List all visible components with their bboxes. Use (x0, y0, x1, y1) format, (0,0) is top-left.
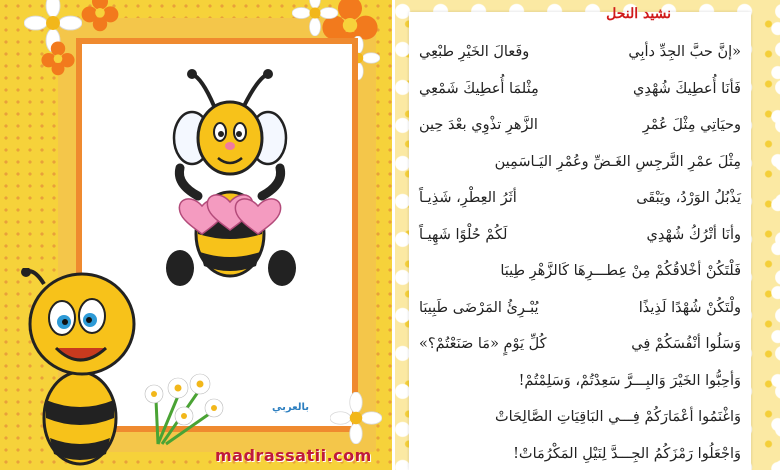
daisy-bouquet-illustration (138, 336, 228, 446)
poem-hemistich-first: وَسَلُوا أنْفُسَكُمْ فِي (631, 336, 741, 353)
poem-line-full: وَاجْعَلُوا رَمْزَكُمُ الجِـــدَّ لِنَيْلِ المَكْرُمَاتْ! (513, 445, 741, 462)
poem-hemistich-first: وحيَاتِي مِثْلَ عُمْرِ (642, 117, 741, 134)
poem-line-full: وَاغْنَمُوا أعْمَارَكُمْ فِـــي البَاقِيَاتِ الصَّالِحَاتْ (494, 409, 741, 426)
poem-line-full: وَأحِبُّوا الخَيْرَ وَالبِـــرَّ سَعِدْتُمْ، وَسَلِمْتُمْ! (518, 372, 741, 389)
poem-line-full: فَلْتَكُنْ أخْلاقُكُمْ مِنْ عِطـــرِهَا كَالزَّهْرِ طِيبَا (500, 263, 741, 280)
daisy-flower-icon (330, 392, 382, 444)
poem-hemistich-first: فَأنَا أُعطِيكَ شُهْدِي (633, 80, 741, 97)
poem-line (419, 144, 741, 181)
poem-line (419, 436, 741, 470)
poem-line (419, 253, 741, 290)
poem-hemistich-second: لَكُمْ حُلْوًا شَهِيـاً (419, 226, 508, 243)
bee-with-hearts-illustration (162, 66, 302, 286)
orange-flower-icon (80, 0, 120, 32)
poem-hemistich-first: «إنَّ حبَّ الجِدِّ دأبِي (628, 44, 741, 61)
right-card (395, 0, 780, 470)
orange-flower-icon (40, 40, 76, 76)
poem-hemistich-second: وفَعالَ الخَيْرِ طبْعِي (419, 44, 530, 61)
poem-panel (409, 6, 751, 470)
poem-hemistich-second: يُبْـرِئُ المَرْضَى طَبِيبَا (419, 299, 539, 316)
poem-line (419, 290, 741, 327)
poem-line (419, 71, 741, 108)
poem-line (419, 34, 741, 71)
poem-hemistich-first: يَذْبُلُ الوَرْدُ، ويَبْقَى (636, 190, 741, 207)
poem-line (419, 326, 741, 363)
poem-line (419, 217, 741, 254)
poem-hemistich-second: الزَّهرِ تذْوِي بعْدَ حِين (419, 117, 538, 134)
daisy-flower-icon (292, 0, 338, 36)
poem-lines (419, 34, 741, 470)
poem-hemistich-first: وأنَا أتْرُكُ شُهْدِي (646, 226, 741, 243)
poem-hemistich-second: كُلِّ يَوْمٍ «مَا صَنَعْتُمْ؟» (419, 336, 547, 353)
brand-logo: بالعربي (272, 402, 310, 413)
poem-hemistich-second: أثَرُ العِطْرِ، شَذِيـاً (419, 190, 517, 207)
poem-hemistich-second: مِثْلمَا أُعطِيكَ شَمْعِي (419, 80, 539, 97)
poem-line (419, 180, 741, 217)
poem-title: نشيد النحل (606, 6, 671, 22)
site-watermark: madrassatii.com (215, 446, 372, 465)
poem-line (419, 363, 741, 400)
poem-hemistich-first: ولْتَكُنْ شُهْدًا لَذِيذًا (638, 299, 741, 316)
poem-line (419, 399, 741, 436)
poem-line-full: مِثْلَ عمْرِ النَّرجِسِ الغَـضِّ وعُمْرِ اليَـاسَمِين (494, 153, 741, 170)
poem-line (419, 107, 741, 144)
